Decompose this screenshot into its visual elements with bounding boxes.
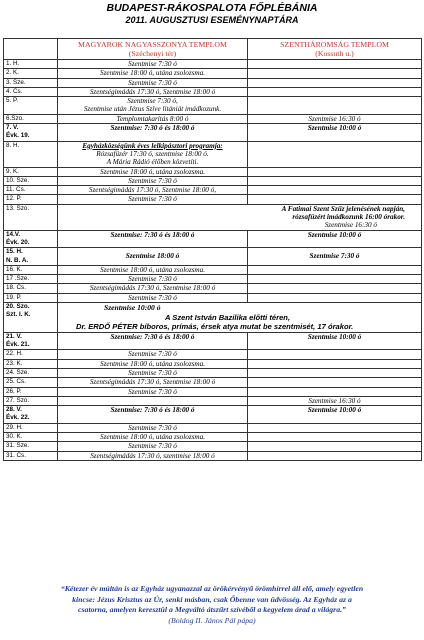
table-row xyxy=(4,124,422,142)
table-row xyxy=(4,284,422,293)
table-row xyxy=(4,167,422,176)
left-event: Egyházközségünk éves lelkipásztori programja: Rózsafüzér 17:30 ó, szentmise 18:00 ó. A Mária Rádió élőben közvetíti. xyxy=(58,141,248,167)
day-label: 6.Szo. xyxy=(4,114,58,123)
left-event: Szentmise 7:30 ó xyxy=(58,195,248,204)
table-row xyxy=(4,451,422,460)
right-event: Szentmise 10:00 ó xyxy=(248,332,422,350)
table-row xyxy=(4,195,422,204)
left-event: Szentmise 18:00 ó, utána zsolozsma. xyxy=(58,359,248,368)
left-event: Szentmise: 7:30 ó és 18:00 ó xyxy=(58,406,248,424)
special-event: Szentmise 10:00 ó A Szent István Bazilika előtti téren, Dr. ERDŐ PÉTER bíboros, prímás, érsek atya mutat be szentmisét, 17 órakor. xyxy=(58,303,422,333)
header-church-right: SZENTHÁROMSÁG TEMPLOM (Kossuth u.) xyxy=(248,39,422,60)
table-row xyxy=(4,406,422,424)
table-row xyxy=(4,332,422,350)
left-event: Szentmise 7:30 ó xyxy=(58,60,248,69)
right-event: Szentmise 10:00 ó xyxy=(248,406,422,424)
day-label: 20. Szo. Szt. I. K. xyxy=(4,303,58,333)
day-label: 2. K. xyxy=(4,69,58,78)
closing-quote xyxy=(10,584,414,626)
left-event: Szentmise 7:30 ó, Szentmise után Jézus Szíve litániát imádkozunk. xyxy=(58,97,248,115)
day-label: 26. P. xyxy=(4,387,58,396)
day-label: 17 .Sze. xyxy=(4,275,58,284)
table-row xyxy=(4,78,422,87)
left-event: Szentmise 7:30 ó xyxy=(58,368,248,377)
left-event: Szentmise: 7:30 ó és 18:00 ó xyxy=(58,230,248,248)
day-label: 11. Cs. xyxy=(4,186,58,195)
day-label: 24. Sze. xyxy=(4,368,58,377)
left-event: Templomtakarítás 8:00 ó xyxy=(58,114,248,123)
right-event: Szentmise 10:00 ó xyxy=(248,124,422,142)
day-label: 31. Sze. xyxy=(4,442,58,451)
left-event: Szentmise 7:30 ó xyxy=(58,78,248,87)
table-row xyxy=(4,97,422,115)
table-row xyxy=(4,433,422,442)
table-row xyxy=(4,275,422,284)
left-event: Szentségimádás 17:30 ó, Szentmise 18:00 ó xyxy=(58,284,248,293)
page-title: BUDAPEST-RÁKOSPALOTA FŐPLÉBÁNIA xyxy=(106,2,318,14)
table-row xyxy=(4,442,422,451)
table-row xyxy=(4,303,422,333)
table-row xyxy=(4,114,422,123)
table-row xyxy=(4,378,422,387)
quote-line: “Kétezer év múltán is az Egyház ugyanazzal az örökérvényű örömhírrel áll elő, amely egyetlen xyxy=(60,584,364,593)
event-calendar-table xyxy=(3,38,422,461)
table-row xyxy=(4,387,422,396)
day-label: 28. V. Évk. 22. xyxy=(4,406,58,424)
day-label: 18. Cs. xyxy=(4,284,58,293)
left-event: Szentmise 18:00 ó xyxy=(58,248,248,266)
table-row xyxy=(4,60,422,69)
header-day-cell xyxy=(4,39,58,60)
table-row xyxy=(4,293,422,302)
table-row xyxy=(4,248,422,266)
right-event: Szentmise 16:30 ó xyxy=(248,396,422,405)
table-row xyxy=(4,176,422,185)
left-event: Szentmise 18:00 ó, utána zsolozsma. xyxy=(58,265,248,274)
quote-source: (Boldog II. János Pál pápa) xyxy=(168,615,256,625)
day-label: 5. P. xyxy=(4,97,58,115)
day-label: 31. Cs. xyxy=(4,451,58,460)
table-row xyxy=(4,204,422,230)
table-row xyxy=(4,368,422,377)
day-label: 14.V. Évk. 20. xyxy=(4,230,58,248)
day-label: 13. Szo. xyxy=(4,204,58,230)
day-label: 29. H. xyxy=(4,423,58,432)
day-label: 30. K. xyxy=(4,433,58,442)
right-event: Szentmise 7:30 ó xyxy=(248,248,422,266)
left-event: Szentségimádás 17:30 ó, Szentmise 18:00 ó xyxy=(58,87,248,96)
quote-line: kincse: Jézus Krisztus az Úr, senki másban, csak Őbenne van üdvösség. Az Egyház az a xyxy=(72,594,352,604)
day-label: 22. H. xyxy=(4,350,58,359)
left-event: Szentmise 7:30 ó xyxy=(58,387,248,396)
day-label: 7. V. Évk. 19. xyxy=(4,124,58,142)
left-event: Szentmise 7:30 ó xyxy=(58,442,248,451)
left-event: Szentségimádás 17:30 ó, Szentmise 18:00 ó, xyxy=(58,186,248,195)
table-row xyxy=(4,230,422,248)
day-label: 4. Cs. xyxy=(4,87,58,96)
day-label: 25. Cs. xyxy=(4,378,58,387)
left-event: Szentségimádás 17:30 ó, Szentmise 18:00 ó xyxy=(58,378,248,387)
left-event: Szentmise: 7:30 ó és 18:00 ó xyxy=(58,332,248,350)
day-label: 19. P. xyxy=(4,293,58,302)
day-label: 12. P. xyxy=(4,195,58,204)
day-label: 1. H. xyxy=(4,60,58,69)
day-label: 27. Szo. xyxy=(4,396,58,405)
table-row xyxy=(4,141,422,167)
left-event: Szentmise 18:00 ó, utána zsolozsma. xyxy=(58,69,248,78)
day-label: 10. Sze. xyxy=(4,176,58,185)
left-event: Szentmise 7:30 ó xyxy=(58,423,248,432)
day-label: 16. K. xyxy=(4,265,58,274)
table-row xyxy=(4,359,422,368)
day-label: 9. K. xyxy=(4,167,58,176)
day-label: 23. K. xyxy=(4,359,58,368)
left-event: Szentmise 7:30 ó xyxy=(58,350,248,359)
right-event: A Fatimai Szent Szűz jelenésének napján, rózsafüzért imádkozunk 16:00 órakor. Szentmise 16:30 ó xyxy=(58,204,422,230)
header-church-left: MAGYAROK NAGYASSZONYA TEMPLOM (Széchenyi tér) xyxy=(58,39,248,60)
table-row xyxy=(4,423,422,432)
right-event: Szentmise 10:00 ó xyxy=(248,230,422,248)
day-label: 8. H. xyxy=(4,141,58,167)
table-row xyxy=(4,87,422,96)
page-subtitle: 2011. AUGUSZTUSI ESEMÉNYNAPTÁRA xyxy=(125,15,299,25)
table-row xyxy=(4,350,422,359)
left-event: Szentmise: 7:30 ó és 18:00 ó xyxy=(58,124,248,142)
left-event: Szentmise 7:30 ó xyxy=(58,293,248,302)
left-event: Szentmise 7:30 ó xyxy=(58,176,248,185)
table-row xyxy=(4,69,422,78)
table-row xyxy=(4,186,422,195)
left-event: Szentmise 7:30 ó xyxy=(58,275,248,284)
left-event: Szentmise 18:00 ó, utána zsolozsma. xyxy=(58,433,248,442)
quote-line: csatorna, amelyen keresztül a Megváltó átszűrt szívéből a kegyelem árad a világra.” xyxy=(78,605,346,615)
right-event: Szentmise 16:30 ó xyxy=(248,114,422,123)
table-row xyxy=(4,396,422,405)
left-event: Szentmise 18:00 ó, utána zsolozsma. xyxy=(58,167,248,176)
table-row xyxy=(4,265,422,274)
left-event: Szentségimádás 17:30 ó, szentmise 18:00 ó xyxy=(58,451,248,460)
day-label: 21. V. Évk. 21. xyxy=(4,332,58,350)
day-label: 15. H. N. B. A. xyxy=(4,248,58,266)
day-label: 3. Sze. xyxy=(4,78,58,87)
table-header-row xyxy=(4,39,422,60)
